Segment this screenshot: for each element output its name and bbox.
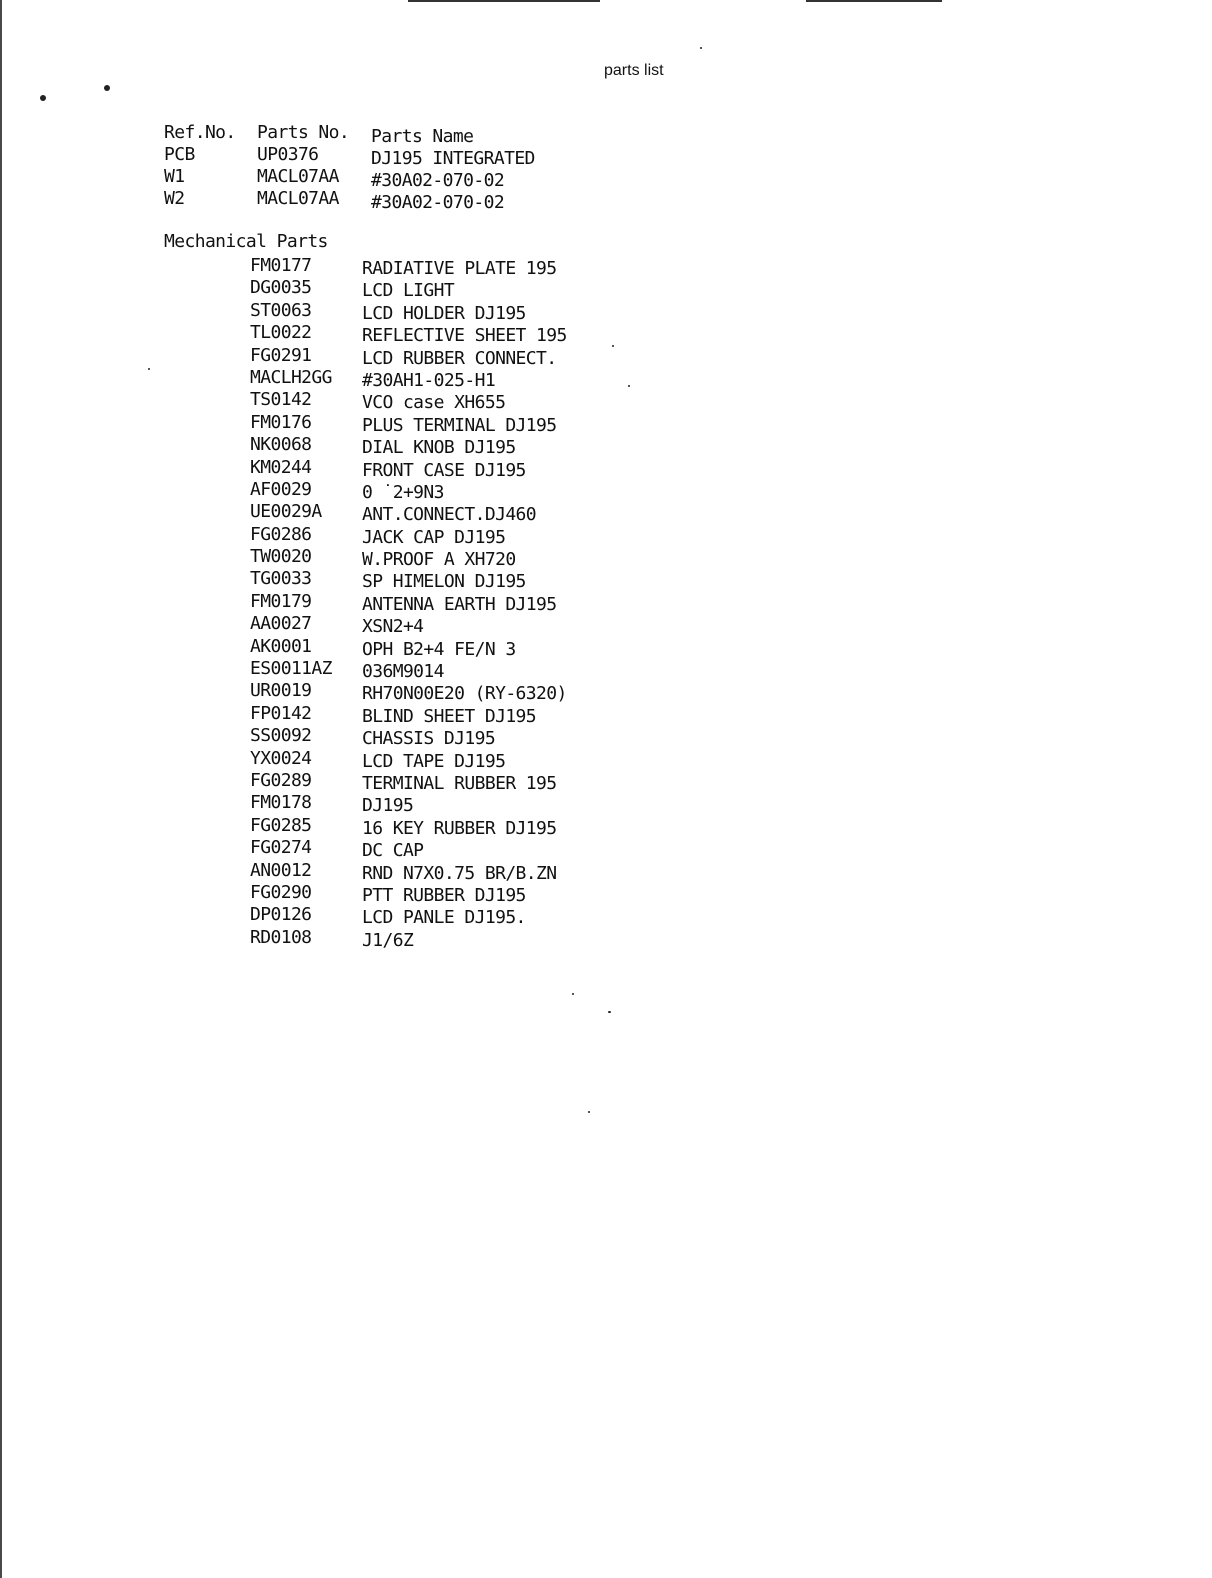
- part-name: LCD TAPE DJ195: [362, 750, 506, 772]
- part-name: PTT RUBBER DJ195: [362, 884, 526, 906]
- part-number: FG0286: [250, 523, 312, 545]
- part-name: JACK CAP DJ195: [362, 526, 506, 548]
- part-number: FM0177: [250, 255, 312, 276]
- scan-speck: [700, 47, 702, 49]
- section-title-mechanical-parts: Mechanical Parts: [164, 231, 328, 252]
- scan-speck: [608, 1011, 611, 1013]
- part-name: W.PROOF A XH720: [362, 549, 516, 571]
- header-ref-no: Ref.No.: [164, 122, 236, 143]
- part-number: AN0012: [250, 859, 312, 881]
- header-parts-name: Parts Name: [371, 126, 474, 147]
- scan-edge: [0, 0, 2, 1578]
- part-number: FG0274: [250, 837, 312, 859]
- row-ref: PCB: [164, 144, 195, 165]
- part-number: UE0029A: [250, 501, 322, 523]
- part-number: FP0142: [250, 702, 312, 724]
- part-name: LCD LIGHT: [362, 280, 455, 302]
- part-name: RH70N00E20 (RY-6320): [362, 683, 567, 705]
- row-parts-no: MACL07AA: [257, 166, 339, 187]
- top-rule-left: [408, 0, 600, 2]
- part-number: FG0285: [250, 814, 312, 836]
- part-number: AA0027: [250, 613, 312, 635]
- scan-speck: [588, 1111, 590, 1113]
- row-parts-name: #30A02-070-02: [371, 170, 505, 191]
- part-name: LCD RUBBER CONNECT.: [362, 347, 557, 369]
- scan-speck: [612, 345, 614, 347]
- part-number: RD0108: [250, 926, 312, 948]
- part-number: ES0011AZ: [250, 658, 332, 680]
- top-rule-right: [806, 0, 942, 2]
- part-name: BLIND SHEET DJ195: [362, 705, 537, 727]
- scan-speck: [148, 368, 150, 370]
- part-number: YX0024: [250, 747, 312, 769]
- part-number: KM0244: [250, 456, 312, 478]
- part-name: LCD HOLDER DJ195: [362, 302, 526, 324]
- part-number: AF0029: [250, 478, 312, 500]
- part-name: CHASSIS DJ195: [362, 728, 496, 750]
- part-number: MACLH2GG: [250, 366, 332, 388]
- part-name: 0 ˙2+9N3: [362, 481, 444, 503]
- scan-speck: [40, 95, 46, 101]
- part-name: FRONT CASE DJ195: [362, 459, 526, 481]
- part-name: ANTENNA EARTH DJ195: [362, 593, 557, 615]
- part-name: 16 KEY RUBBER DJ195: [362, 817, 557, 839]
- part-number: FG0291: [250, 344, 312, 366]
- part-name: J1/6Z: [362, 929, 414, 951]
- part-name: VCO case XH655: [362, 392, 506, 414]
- row-ref: W2: [164, 188, 185, 209]
- part-number: TW0020: [250, 546, 312, 568]
- part-name: TERMINAL RUBBER 195: [362, 772, 557, 794]
- part-name: #30AH1-025-H1: [362, 369, 496, 391]
- part-number: FG0289: [250, 769, 312, 791]
- row-ref: W1: [164, 166, 185, 187]
- part-number: NK0068: [250, 434, 312, 456]
- part-number: TG0033: [250, 568, 312, 590]
- part-number: FM0178: [250, 792, 312, 814]
- part-name: XSN2+4: [362, 616, 424, 638]
- part-name: PLUS TERMINAL DJ195: [362, 414, 557, 436]
- part-name: ANT.CONNECT.DJ460: [362, 504, 537, 526]
- part-number: DG0035: [250, 277, 312, 299]
- part-name: REFLECTIVE SHEET 195: [362, 325, 567, 347]
- part-number: FM0176: [250, 411, 312, 433]
- part-name: LCD PANLE DJ195.: [362, 907, 526, 929]
- part-name: OPH B2+4 FE/N 3: [362, 638, 516, 660]
- part-number: TS0142: [250, 389, 312, 411]
- part-number: FM0179: [250, 590, 312, 612]
- part-name: DJ195: [362, 795, 414, 817]
- scan-speck: [628, 385, 630, 387]
- part-name: DIAL KNOB DJ195: [362, 437, 516, 459]
- part-name: RND N7X0.75 BR/B.ZN: [362, 862, 557, 884]
- part-name: SP HIMELON DJ195: [362, 571, 526, 593]
- header-parts-no: Parts No.: [257, 122, 350, 143]
- part-name: RADIATIVE PLATE 195: [362, 258, 557, 279]
- part-number: AK0001: [250, 635, 312, 657]
- part-name: DC CAP: [362, 840, 424, 862]
- row-parts-no: UP0376: [257, 144, 319, 165]
- part-number: SS0092: [250, 725, 312, 747]
- scan-speck: [104, 85, 110, 91]
- part-number: DP0126: [250, 904, 312, 926]
- part-number: ST0063: [250, 299, 312, 321]
- page-heading: parts list: [604, 62, 664, 79]
- part-number: FG0290: [250, 881, 312, 903]
- row-parts-name: DJ195 INTEGRATED: [371, 148, 535, 169]
- row-parts-no: MACL07AA: [257, 188, 339, 209]
- part-number: UR0019: [250, 680, 312, 702]
- part-name: 036M9014: [362, 661, 444, 683]
- row-parts-name: #30A02-070-02: [371, 192, 505, 213]
- scan-speck: [572, 993, 574, 995]
- part-number: TL0022: [250, 322, 312, 344]
